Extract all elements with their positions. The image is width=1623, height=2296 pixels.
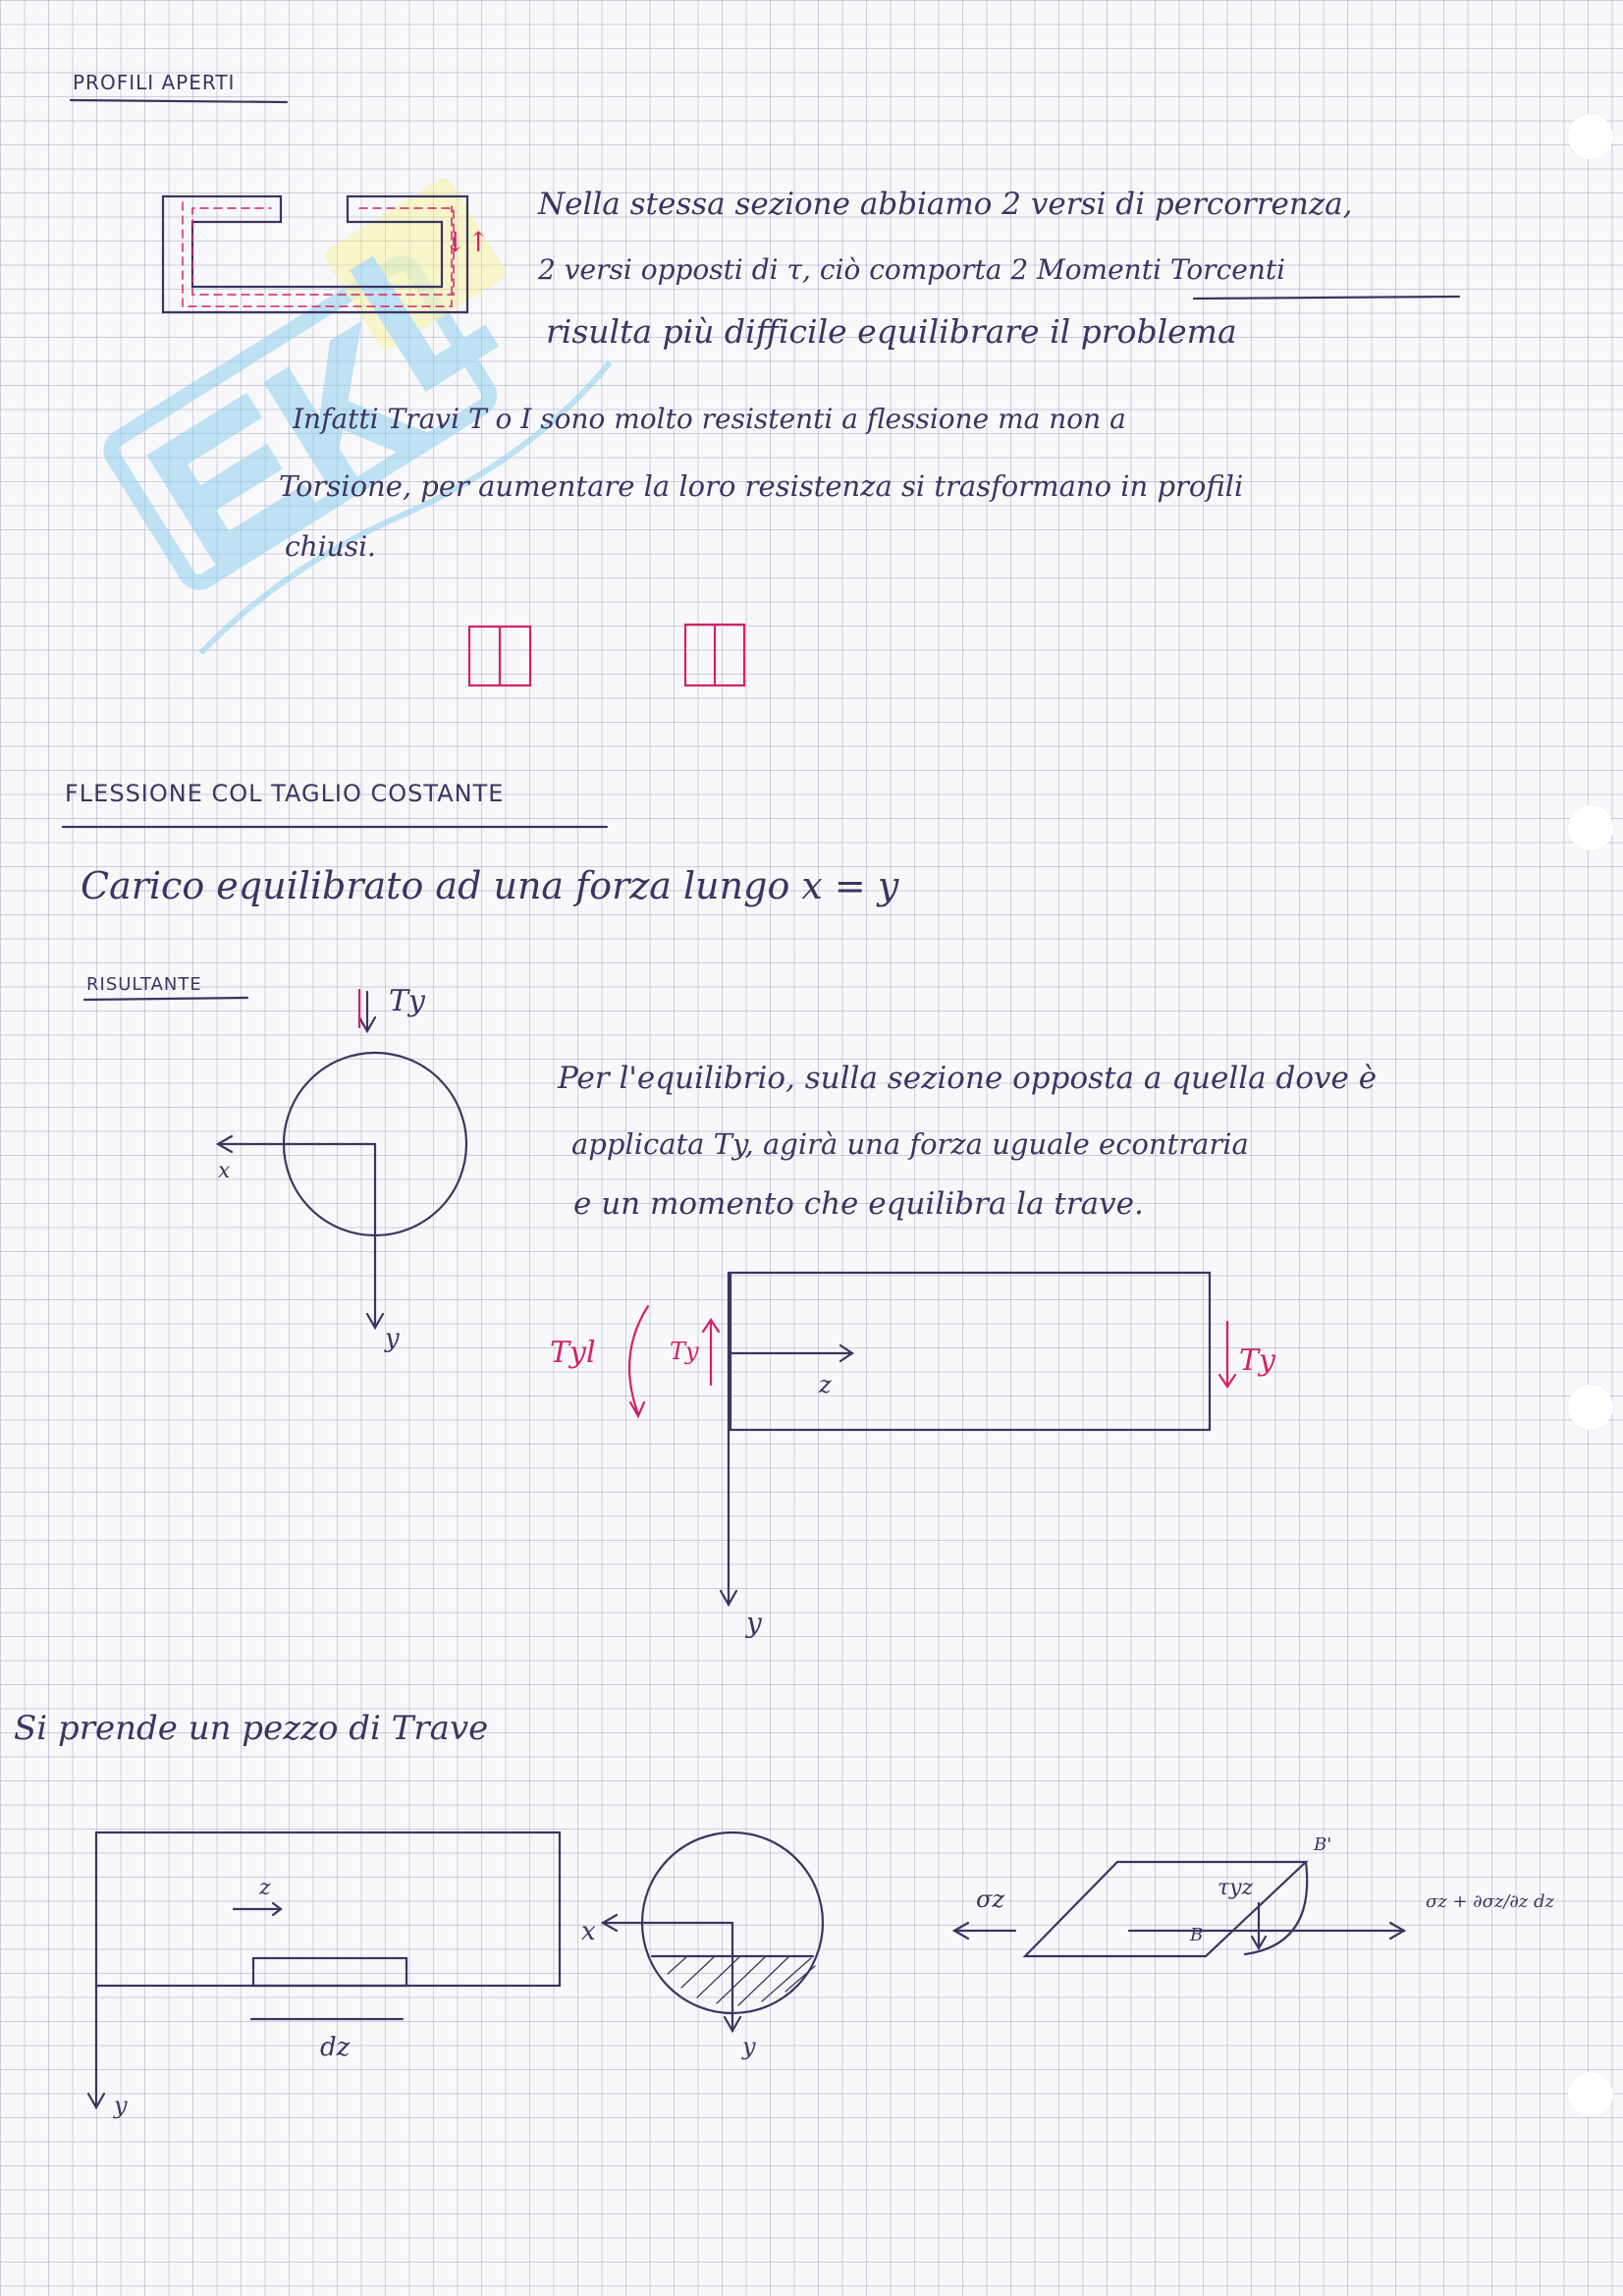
shear-arrows-label: ↓↑ xyxy=(444,226,490,258)
x-label-circle: x xyxy=(581,1917,596,1946)
text-line: Nella stessa sezione abbiamo 2 versi di percorrenza, xyxy=(538,187,1353,222)
left-force-label: Ty xyxy=(670,1338,699,1365)
text-line: 2 versi opposti di τ, ciò comporta 2 Momenti Torcenti xyxy=(538,253,1286,286)
y-label-circle: y xyxy=(742,2033,756,2060)
b-label: B xyxy=(1190,1925,1204,1945)
sigma-z-label: σz xyxy=(976,1886,1005,1913)
text-line: Per l'equilibrio, sulla sezione opposta a quella dove è xyxy=(558,1061,1378,1096)
text-line: Infatti Travi T o I sono molto resistenti a flessione ma non a xyxy=(293,403,1126,435)
text-line: Carico equilibrato ad una forza lungo x = y xyxy=(81,864,899,907)
text-line: Si prende un pezzo di Trave xyxy=(14,1709,489,1748)
axis-y-label-beam: y xyxy=(746,1607,762,1639)
axis-x-label: x xyxy=(218,1159,231,1183)
text-line: applicata Ty, agirà una forza uguale econtraria xyxy=(571,1127,1249,1161)
text-line: Torsione, per aumentare la loro resistenza si trasformano in profili xyxy=(279,469,1244,503)
heading-constant-shear: FLESSIONE COL TAGLIO COSTANTE xyxy=(65,780,505,807)
dz-label: dz xyxy=(320,2033,351,2062)
force-ty-label: Ty xyxy=(389,984,425,1018)
axis-z-label: z xyxy=(819,1371,832,1398)
subheading-resultant: RISULTANTE xyxy=(86,974,202,995)
y-label-beam: y xyxy=(114,2092,128,2119)
right-force-label: Ty xyxy=(1239,1343,1275,1378)
text-line: e un momento che equilibra la trave. xyxy=(573,1186,1144,1222)
heading-open-profiles: PROFILI APERTI xyxy=(73,71,236,94)
sigma-expression-label: σz + ∂σz/∂z dz xyxy=(1426,1891,1554,1912)
z-label: z xyxy=(259,1876,271,1900)
text-line: risulta più difficile equilibrare il problema xyxy=(546,312,1237,351)
tau-yz-label: τyz xyxy=(1217,1876,1254,1900)
moment-label: Tyl xyxy=(550,1336,596,1370)
text-line: chiusi. xyxy=(285,530,376,563)
b-prime-label: B' xyxy=(1314,1834,1332,1855)
axis-y-label: y xyxy=(385,1324,400,1353)
